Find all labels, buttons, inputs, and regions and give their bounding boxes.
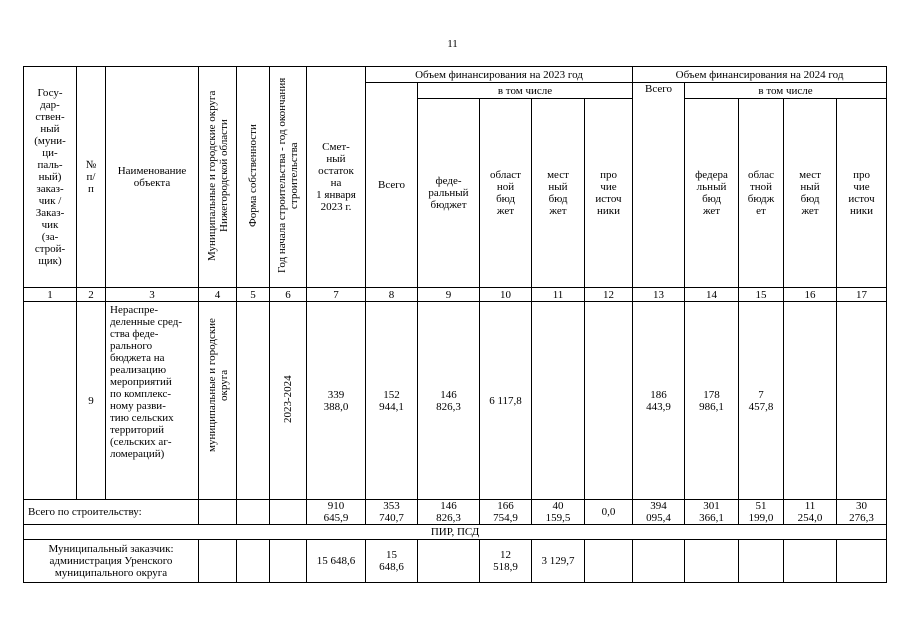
cell-empty: [199, 500, 237, 525]
row-years-cell: [270, 302, 307, 500]
col-number: 11: [532, 288, 585, 302]
header-districts: Муниципальные и городские округа Нижегородской области: [205, 90, 230, 261]
header-reg-2023: област ной бюд жет: [480, 99, 532, 288]
header-ownership-cell: [237, 67, 270, 288]
header-fed-2023: феде- ральный бюджет: [418, 99, 480, 288]
header-years-cell: [270, 67, 307, 288]
header-oth-2023: про чие источ ники: [585, 99, 633, 288]
total-reg-2023: 166 754,9: [480, 500, 532, 525]
page-number: 11: [447, 38, 458, 50]
cell-empty: [739, 540, 784, 583]
cell-empty: [585, 540, 633, 583]
cell-empty: [237, 540, 270, 583]
row-years: 2023-2024: [282, 375, 294, 423]
total-loc-2023: 40 159,5: [532, 500, 585, 525]
cell-empty: [270, 540, 307, 583]
section-title: ПИР, ПСД: [24, 525, 887, 540]
col-number: 13: [633, 288, 685, 302]
total-label: Всего по строительству:: [24, 500, 199, 525]
header-ownership: Форма собственности: [247, 124, 259, 227]
header-incl-2024: в том числе: [685, 83, 887, 99]
col-number: 16: [784, 288, 837, 302]
header-fin-2023: Объем финансирования на 2023 год: [366, 67, 633, 83]
total-fed-2023: 146 826,3: [418, 500, 480, 525]
header-customer: Госу- дар- ствен- ный (муни- ци- паль- ный) заказ- чик / Заказ- чик (за- строй- щик): [24, 67, 77, 288]
row-fed-2023: 146 826,3: [418, 302, 480, 500]
col-number: 7: [307, 288, 366, 302]
row-reg-2024: 7 457,8: [739, 302, 784, 500]
row-fed-2024: 178 986,1: [685, 302, 739, 500]
municipal-label: Муниципальный заказчик: администрация Уренского муниципального округа: [24, 540, 199, 583]
cell-empty: [837, 302, 887, 500]
header-name: Наименование объекта: [106, 67, 199, 288]
col-number: 2: [77, 288, 106, 302]
header-incl-2023: в том числе: [418, 83, 633, 99]
header-total-2024: Всего: [633, 83, 685, 288]
col-number: 14: [685, 288, 739, 302]
cell-empty: [199, 540, 237, 583]
cell-empty: [418, 540, 480, 583]
col-number: 8: [366, 288, 418, 302]
col-number: 1: [24, 288, 77, 302]
row-total-2024: 186 443,9: [633, 302, 685, 500]
cell-empty: [633, 540, 685, 583]
object-name: Нераспре- деленные сред- ства феде- рального бюджета на реализацию мероприятий по комплекс- ному разви- тию сельских территорий (сельских аг- ломераций): [106, 302, 199, 500]
col-number: 12: [585, 288, 633, 302]
row-total-2023: 152 944,1: [366, 302, 418, 500]
total-oth-2024: 30 276,3: [837, 500, 887, 525]
col-number: 10: [480, 288, 532, 302]
total-2024: 394 095,4: [633, 500, 685, 525]
cell-empty: [532, 302, 585, 500]
header-total-2023: Всего: [366, 83, 418, 288]
row-estimate: 339 388,0: [307, 302, 366, 500]
cell-empty: [270, 500, 307, 525]
cell-empty: [784, 540, 837, 583]
cell-empty: [24, 302, 77, 500]
municipal-loc-2023: 3 129,7: [532, 540, 585, 583]
cell-empty: [237, 302, 270, 500]
header-loc-2024: мест ный бюд жет: [784, 99, 837, 288]
row-num: 9: [77, 302, 106, 500]
cell-empty: [685, 540, 739, 583]
financing-table: [23, 66, 887, 583]
header-estimate: Смет- ный остаток на 1 января 2023 г.: [307, 67, 366, 288]
total-oth-2023: 0,0: [585, 500, 633, 525]
municipal-row: [24, 540, 887, 583]
row-district-cell: [199, 302, 237, 500]
cell-empty: [237, 500, 270, 525]
total-2023: 353 740,7: [366, 500, 418, 525]
municipal-estimate: 15 648,6: [307, 540, 366, 583]
header-districts-cell: [199, 67, 237, 288]
header-num: № п/ п: [77, 67, 106, 288]
header-reg-2024: облас тной бюдж ет: [739, 99, 784, 288]
header-years: Год начала строительства - год окончания строительства: [276, 77, 300, 274]
total-row: [24, 500, 887, 525]
cell-empty: [784, 302, 837, 500]
municipal-total-2023: 15 648,6: [366, 540, 418, 583]
total-fed-2024: 301 366,1: [685, 500, 739, 525]
cell-empty: [585, 302, 633, 500]
col-number: 5: [237, 288, 270, 302]
col-number: 9: [418, 288, 480, 302]
municipal-reg-2023: 12 518,9: [480, 540, 532, 583]
total-reg-2024: 51 199,0: [739, 500, 784, 525]
col-number: 15: [739, 288, 784, 302]
header-loc-2023: мест ный бюд жет: [532, 99, 585, 288]
header-oth-2024: про чие источ ники: [837, 99, 887, 288]
total-loc-2024: 11 254,0: [784, 500, 837, 525]
header-fin-2024: Объем финансирования на 2024 год: [633, 67, 887, 83]
row-reg-2023: 6 117,8: [480, 302, 532, 500]
col-number: 4: [199, 288, 237, 302]
total-estimate: 910 645,9: [307, 500, 366, 525]
col-number: 3: [106, 288, 199, 302]
row-district: муниципальные и городские округа: [205, 318, 230, 452]
header-fed-2024: федера льный бюд жет: [685, 99, 739, 288]
col-number: 6: [270, 288, 307, 302]
cell-empty: [837, 540, 887, 583]
table-row: [24, 302, 887, 500]
col-number: 17: [837, 288, 887, 302]
